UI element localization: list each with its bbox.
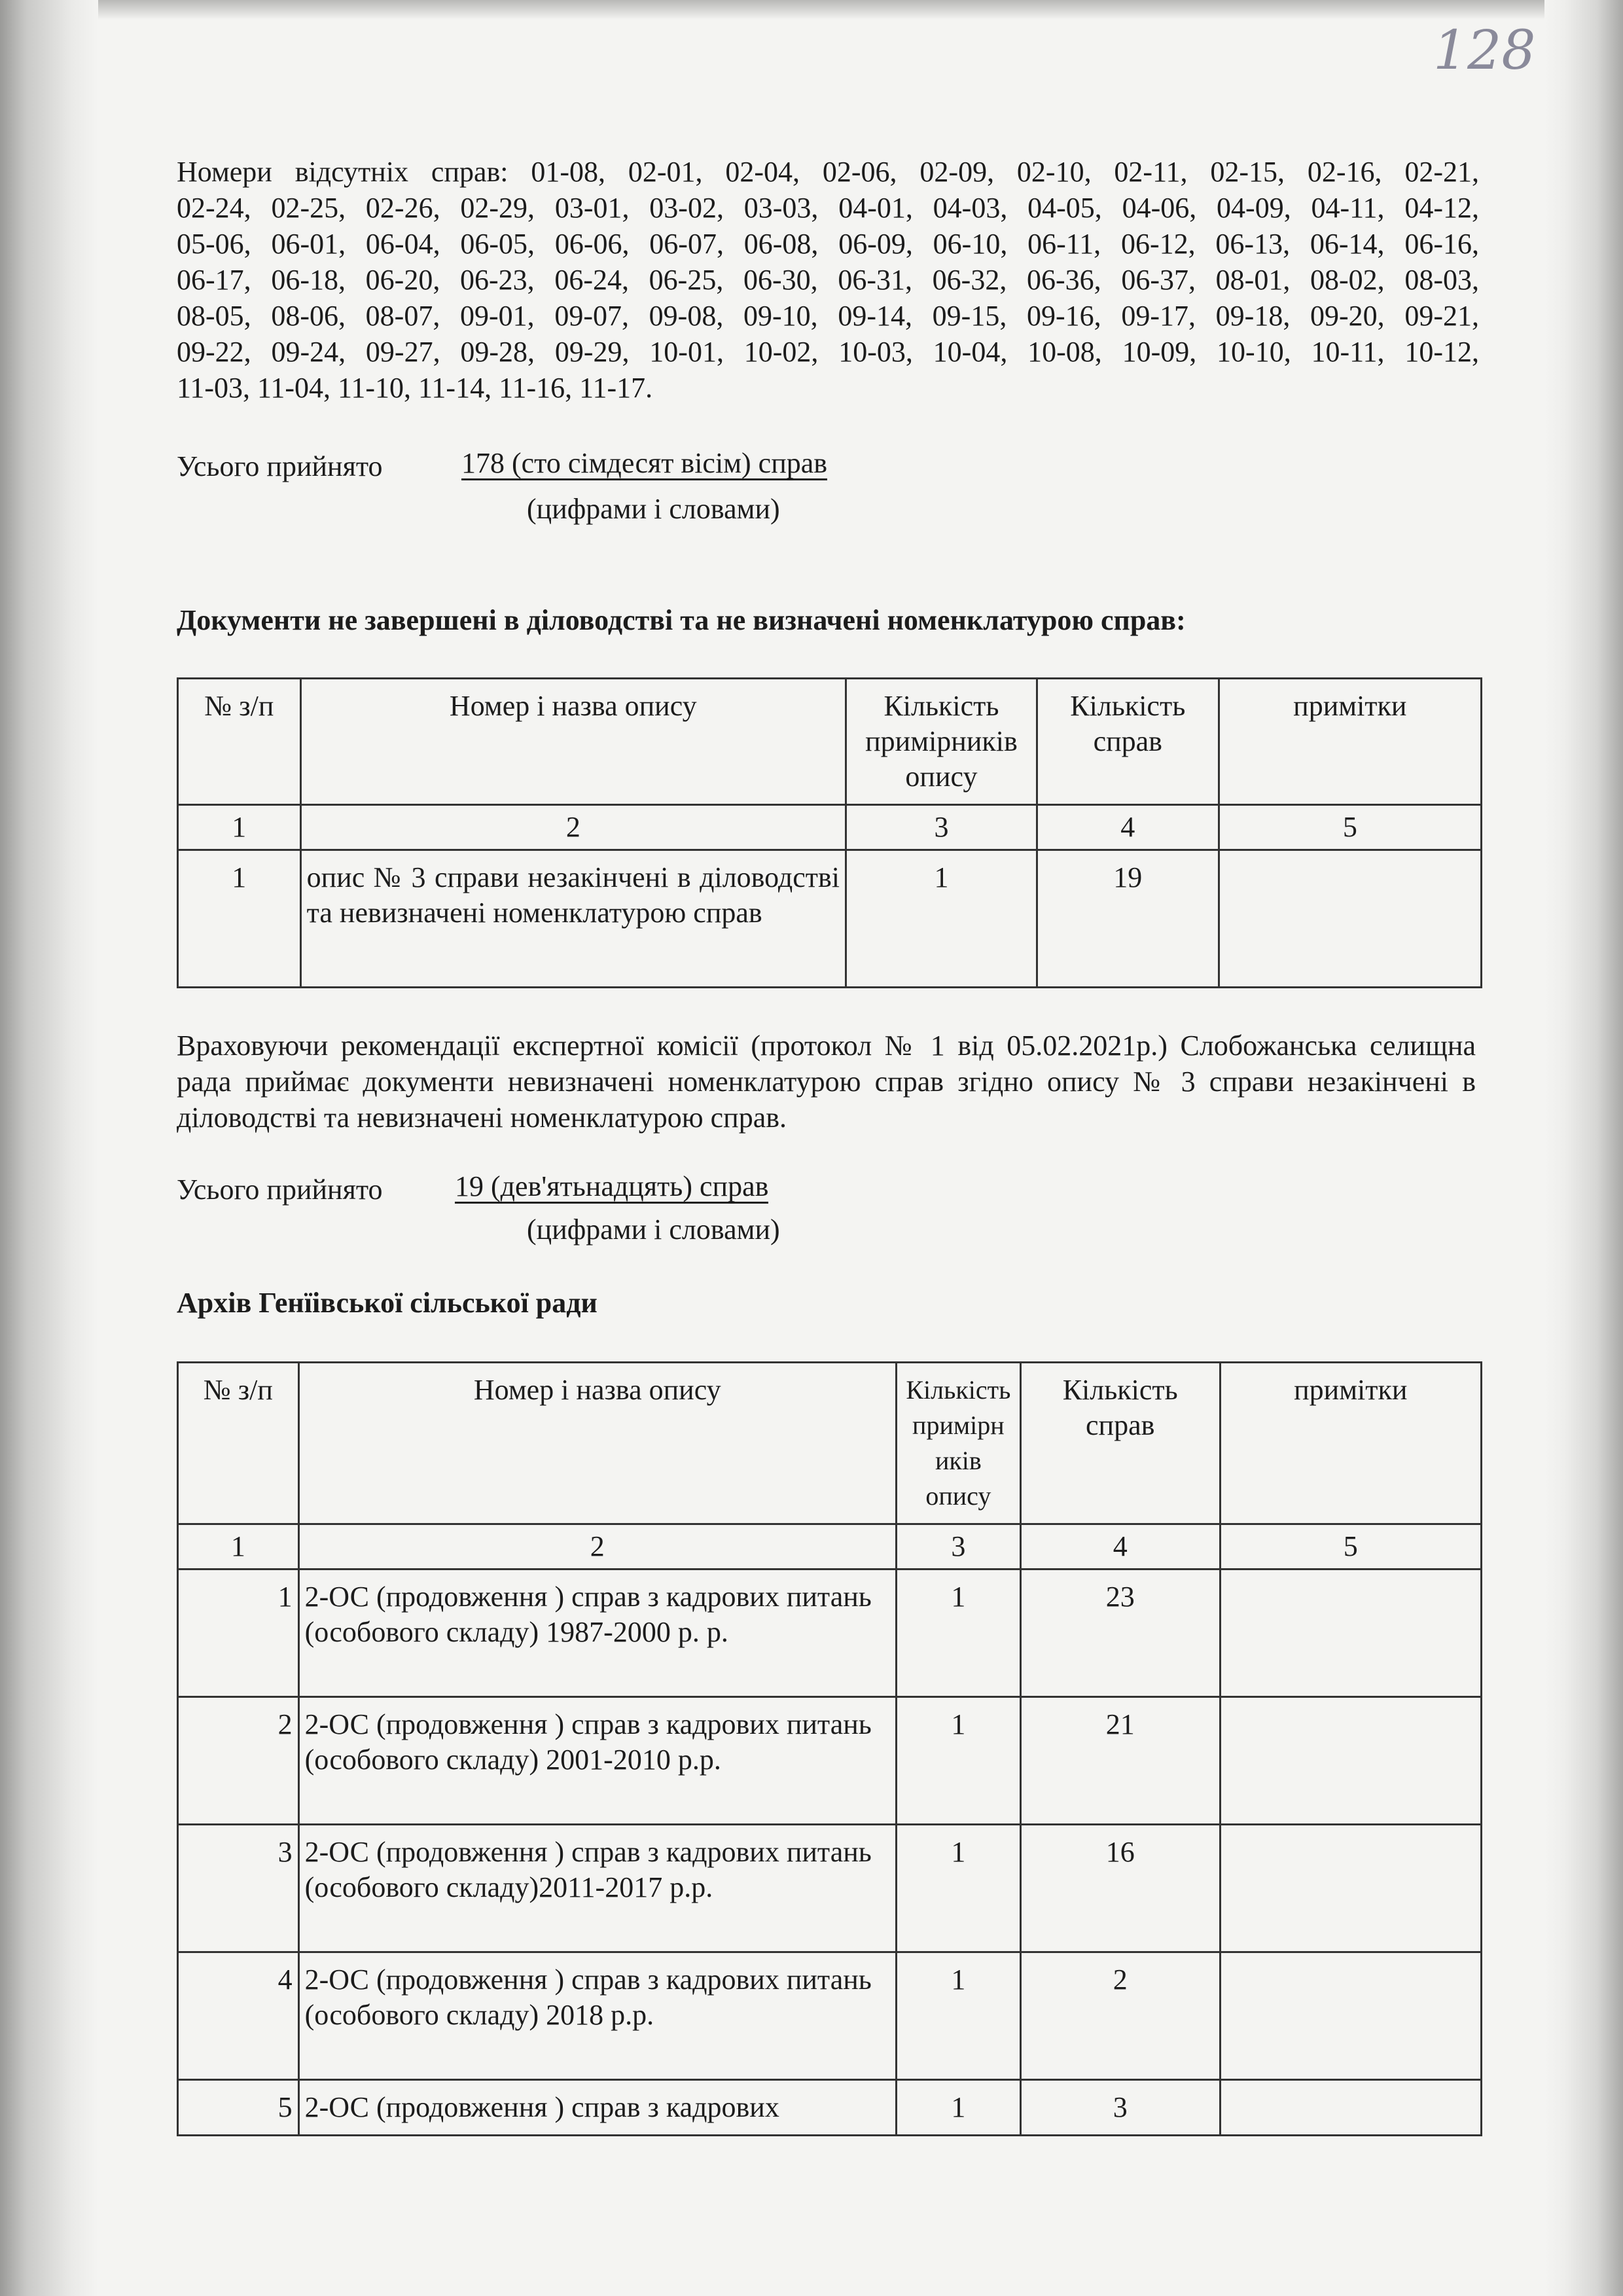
missing-cases-line: 08-05, 08-06, 08-07, 09-01, 09-07, 09-08, 09-10, 09-14, 09-15, 09-16, 09-17, 09-18, 09-20, 09-21, [177,300,1479,332]
table-header-row [178,679,1482,805]
row-cases: 23 [1020,1570,1220,1697]
scan-edge-right [1544,0,1623,2296]
table-row [178,2080,1482,2136]
header-cases: Кількість справ [1037,679,1219,805]
index-cell: 2 [300,805,846,850]
table-row [178,1952,1482,2080]
header-copies: Кількість примірн иків опису [896,1363,1020,1524]
header-cases: Кількість справ [1020,1363,1220,1524]
total-hint: (цифрами і словами) [527,493,780,525]
row-copies: 1 [846,850,1037,988]
table-row [178,1570,1482,1697]
table-index-row [178,805,1482,850]
row-copies: 1 [896,1825,1020,1952]
index-cell: 4 [1037,805,1219,850]
header-number: № з/п [178,679,301,805]
row-cases: 16 [1020,1825,1220,1952]
row-number: 5 [178,2080,299,2136]
row-name: 2-ОС (продовження ) справ з кадрових [298,2080,896,2136]
section-heading-1: Документи не завершені в діловодстві та не визначені номенклатурою справ: [177,604,1186,636]
index-cell: 5 [1220,1524,1481,1570]
total-accepted-2 [177,1170,769,1208]
table-row [178,1697,1482,1825]
index-cell: 3 [896,1524,1020,1570]
table-unfinished-docs [177,677,1482,988]
row-name: 2-ОС (продовження ) справ з кадрових питань (особового складу) 2001-2010 р.р. [298,1697,896,1825]
row-number: 1 [178,850,301,988]
row-notes [1219,850,1481,988]
index-cell: 3 [846,805,1037,850]
missing-cases-line: 11-03, 11-04, 11-10, 11-14, 11-16, 11-17. [177,372,653,404]
header-name: Номер і назва опису [298,1363,896,1524]
row-notes [1220,1952,1481,2080]
index-cell: 1 [178,805,301,850]
row-notes [1220,1570,1481,1697]
row-name: 2-ОС (продовження ) справ з кадрових питань (особового складу) 1987-2000 р. р. [298,1570,896,1697]
row-name: 2-ОС (продовження ) справ з кадрових питань (особового складу) 2018 р.р. [298,1952,896,2080]
header-name: Номер і назва опису [300,679,846,805]
row-copies: 1 [896,1952,1020,2080]
row-name: 2-ОС (продовження ) справ з кадрових питань (особового складу)2011-2017 р.р. [298,1825,896,1952]
table-archive [177,1361,1482,2136]
missing-cases-line: Номери відсутніх справ: 01-08, 02-01, 02-04, 02-06, 02-09, 02-10, 02-11, 02-15, 02-16, 02-21, [177,156,1479,188]
total-value: 19 (дев'ятьнадцять) справ [455,1170,769,1202]
index-cell: 4 [1020,1524,1220,1570]
missing-cases-line: 05-06, 06-01, 06-04, 06-05, 06-06, 06-07, 06-08, 06-09, 06-10, 06-11, 06-12, 06-13, 06-14, 06-16, [177,228,1479,260]
recommendation-paragraph: Враховуючи рекомендації експертної комісії (протокол № 1 від 05.02.2021р.) Слобожанська селищна рада приймає документи невизначені номенклатурою справ згідно опису № 3 справи незакінчені в діловодстві та невизначені номенклатурою справ. [177,1030,1476,1134]
row-number: 2 [178,1697,299,1825]
row-cases: 3 [1020,2080,1220,2136]
index-cell: 2 [298,1524,896,1570]
page-number: 128 [1433,20,1536,82]
row-cases: 19 [1037,850,1219,988]
missing-cases-line: 02-24, 02-25, 02-26, 02-29, 03-01, 03-02, 03-03, 04-01, 04-03, 04-05, 04-06, 04-09, 04-11, 04-12, [177,192,1479,224]
row-number: 4 [178,1952,299,2080]
header-number: № з/п [178,1363,299,1524]
index-cell: 5 [1219,805,1481,850]
row-name: опис № 3 справи незакінчені в діловодстві та невизначені номенклатурою справ [300,850,846,988]
table-row [178,1825,1482,1952]
table-index-row [178,1524,1482,1570]
missing-cases-line: 09-22, 09-24, 09-27, 09-28, 09-29, 10-01, 10-02, 10-03, 10-04, 10-08, 10-09, 10-10, 10-11, 10-12, [177,336,1479,368]
section-heading-2: Архів Генїівської сільської ради [177,1287,597,1319]
row-copies: 1 [896,2080,1020,2136]
total-label: Усього прийнято [177,1174,383,1206]
row-copies: 1 [896,1697,1020,1825]
total-hint: (цифрами і словами) [527,1213,780,1246]
total-label: Усього прийнято [177,450,383,482]
row-cases: 21 [1020,1697,1220,1825]
table-header-row [178,1363,1482,1524]
header-notes: примітки [1220,1363,1481,1524]
total-accepted-1 [177,447,828,484]
row-notes [1220,1697,1481,1825]
scan-edge-top [0,0,1623,20]
scan-edge-left [0,0,98,2296]
header-notes: примітки [1219,679,1481,805]
missing-cases-line: 06-17, 06-18, 06-20, 06-23, 06-24, 06-25, 06-30, 06-31, 06-32, 06-36, 06-37, 08-01, 08-02, 08-03, [177,264,1479,296]
row-notes [1220,1825,1481,1952]
row-number: 3 [178,1825,299,1952]
row-number: 1 [178,1570,299,1697]
table-row [178,850,1482,988]
missing-cases-list [177,154,1479,406]
row-copies: 1 [896,1570,1020,1697]
row-cases: 2 [1020,1952,1220,2080]
index-cell: 1 [178,1524,299,1570]
total-value: 178 (сто сімдесят вісім) справ [461,447,828,479]
row-notes [1220,2080,1481,2136]
header-copies: Кількість примірників опису [846,679,1037,805]
